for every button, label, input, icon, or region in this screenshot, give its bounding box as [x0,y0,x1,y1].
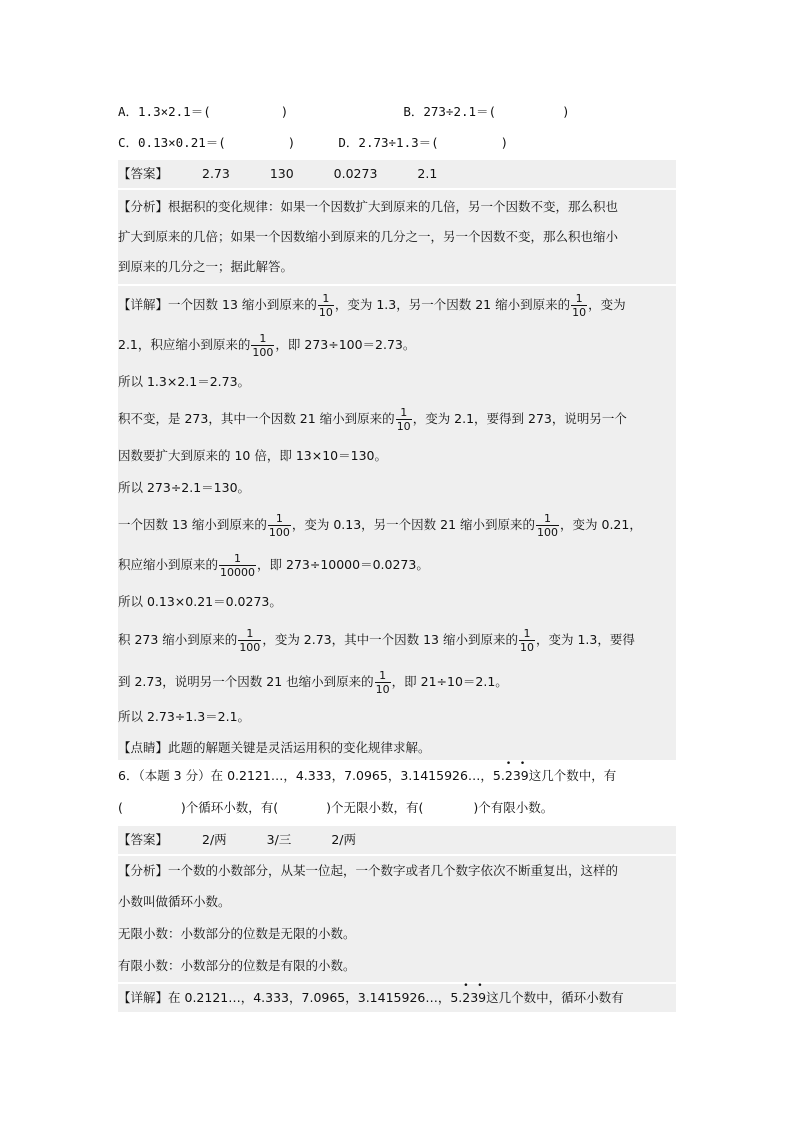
q5-options-row-2 [118,134,676,152]
fraction [238,627,261,654]
answer-tag: 【答案】 [118,832,169,847]
q5-detail-block [118,286,676,740]
detail-line-8 [118,552,429,579]
denominator: 10 [396,420,411,433]
blank-open: ( [118,800,123,815]
repeating-digits: 239 [504,768,529,783]
option-a-close: ) [280,104,289,119]
analysis-line: 一个数的小数部分，从某一位起，一个数字或者几个数字依次不断重复出，这样的 [168,863,619,878]
answer-tag: 【答案】 [118,166,169,181]
detail-tag: 【详解】 [118,990,169,1005]
q5-comment-row [118,736,676,760]
denominator: 100 [239,641,261,654]
detail-text: 所以 0.13×0.21＝0.0273。 [118,594,282,609]
denominator: 10000 [220,566,256,579]
detail-text: 因数要扩大到原来的 10 倍，即 13×10＝130。 [118,448,387,463]
option-a: A．1.3×2.1＝( [118,104,211,119]
detail-line-9 [118,593,282,611]
detail-text: 所以 2.73÷1.3＝2.1。 [118,709,251,724]
analysis-line: 无限小数：小数部分的位数是无限的小数。 [118,926,356,941]
denominator: 100 [537,526,559,539]
detail-line-3 [118,373,250,391]
q6-stem-line-2 [118,799,676,817]
denominator: 10 [318,306,333,319]
fraction [519,627,535,654]
blank-text: )个有限小数。 [473,800,554,815]
q5-options-row-1 [118,103,676,121]
numerator: 1 [251,332,274,346]
fraction [375,669,391,696]
detail-line-6 [118,479,250,497]
detail-text: ，变为 1.3，要得 [535,632,635,647]
numerator: 1 [268,512,291,526]
fraction [251,332,274,359]
detail-text: 积应缩小到原来的 [118,557,219,572]
detail-line-5 [118,447,387,465]
detail-line-2 [118,332,415,359]
numerator: 1 [571,292,587,306]
detail-text: 2.1，积应缩小到原来的 [118,337,251,352]
detail-text: ，即 273÷10000＝0.0273。 [257,557,429,572]
numerator: 1 [375,669,391,683]
q6-detail-row [118,981,676,1012]
detail-line-11 [118,669,508,696]
q5-analysis-block [118,190,676,284]
answer-value: 130 [269,166,294,181]
option-c-close: ) [287,135,296,150]
detail-text: 所以 273÷2.1＝130。 [118,480,251,495]
q6-stem: 这几个数中，有 [528,768,617,783]
option-b-close: ) [562,104,570,119]
detail-text: ，变为 0.13，另一个因数 21 缩小到原来的 [291,517,536,532]
repeating-decimal: • • 239 [462,981,487,1005]
answer-value: 0.0273 [333,166,378,181]
analysis-line: 小数叫做循环小数。 [118,894,231,909]
detail-line-10 [118,627,635,654]
answer-value: 2.1 [417,166,438,181]
q5-answer-row [118,160,676,188]
repeating-decimal: • • 239 [504,759,529,783]
analysis-tag: 【分析】 [118,199,169,214]
fraction [536,512,559,539]
q6-stem: 6．（本题 3 分）在 0.2121…，4.333，7.0965，3.1415926…，5. [118,768,505,783]
detail-text: ，变为 [588,297,626,312]
comment-text: 此题的解题关键是灵活运用积的变化规律求解。 [168,740,431,755]
numerator: 1 [519,627,535,641]
detail-text: 一个因数 13 缩小到原来的 [168,297,317,312]
detail-text: ，变为 0.21， [560,517,642,532]
detail-text: ，变为 1.3，另一个因数 21 缩小到原来的 [334,297,571,312]
denominator: 100 [252,346,274,359]
fraction [318,292,334,319]
detail-line-7 [118,512,642,539]
detail-text: 所以 1.3×2.1＝2.73。 [118,374,251,389]
option-b: B．273÷2.1＝( [403,104,497,119]
detail-tag: 【详解】 [118,297,169,312]
detail-text: 在 0.2121…，4.333，7.0965，3.1415926…，5. [168,990,463,1005]
analysis-line: 根据积的变化规律：如果一个因数扩大到原来的几倍，另一个因数不变，那么积也 [168,199,619,214]
detail-line-4 [118,406,627,433]
detail-text: ，变为 2.73，其中一个因数 13 缩小到原来的 [262,632,518,647]
numerator: 1 [318,292,334,306]
blank-text: )个无限小数，有( [326,800,424,815]
detail-text: 到 2.73，说明另一个因数 21 也缩小到原来的 [118,674,374,689]
analysis-line: 有限小数：小数部分的位数是有限的小数。 [118,958,356,973]
detail-text: 积不变，是 273，其中一个因数 21 缩小到原来的 [118,411,395,426]
numerator: 1 [238,627,261,641]
detail-text: 这几个数中，循环小数有 [486,990,624,1005]
denominator: 10 [519,641,534,654]
repeating-digits: 239 [462,990,487,1005]
answer-value: 3/三 [266,832,292,847]
fraction [396,406,412,433]
q6-stem-line-1 [118,759,676,785]
q6-analysis-block [118,856,676,982]
detail-text: ，变为 2.1，要得到 273，说明另一个 [412,411,627,426]
fraction [219,552,256,579]
option-d-close: ) [500,135,509,150]
analysis-line: 扩大到原来的几倍；如果一个因数缩小到原来的几分之一，另一个因数不变，那么积也缩小 [118,229,619,244]
option-c: C．0.13×0.21＝( [118,135,226,150]
option-d: D．2.73÷1.3＝( [338,135,439,150]
detail-text: ，即 21÷10＝2.1。 [391,674,508,689]
numerator: 1 [396,406,412,420]
numerator: 1 [536,512,559,526]
fraction [268,512,291,539]
answer-value: 2/两 [202,832,227,847]
numerator: 1 [219,552,256,566]
answer-value: 2.73 [202,166,230,181]
detail-text: ，即 273÷100＝2.73。 [275,337,416,352]
analysis-line: 到原来的几分之一；据此解答。 [118,259,294,274]
denominator: 100 [268,526,290,539]
answer-value: 2/两 [331,832,356,847]
detail-line-1 [118,292,626,319]
q6-answer-row [118,826,676,854]
detail-text: 一个因数 13 缩小到原来的 [118,517,267,532]
analysis-tag: 【分析】 [118,863,169,878]
blank-text: )个循环小数，有( [180,800,279,815]
fraction [571,292,587,319]
detail-line-12 [118,708,250,726]
denominator: 10 [572,306,587,319]
detail-text: 积 273 缩小到原来的 [118,632,238,647]
denominator: 10 [375,683,390,696]
comment-tag: 【点睛】 [118,740,169,755]
